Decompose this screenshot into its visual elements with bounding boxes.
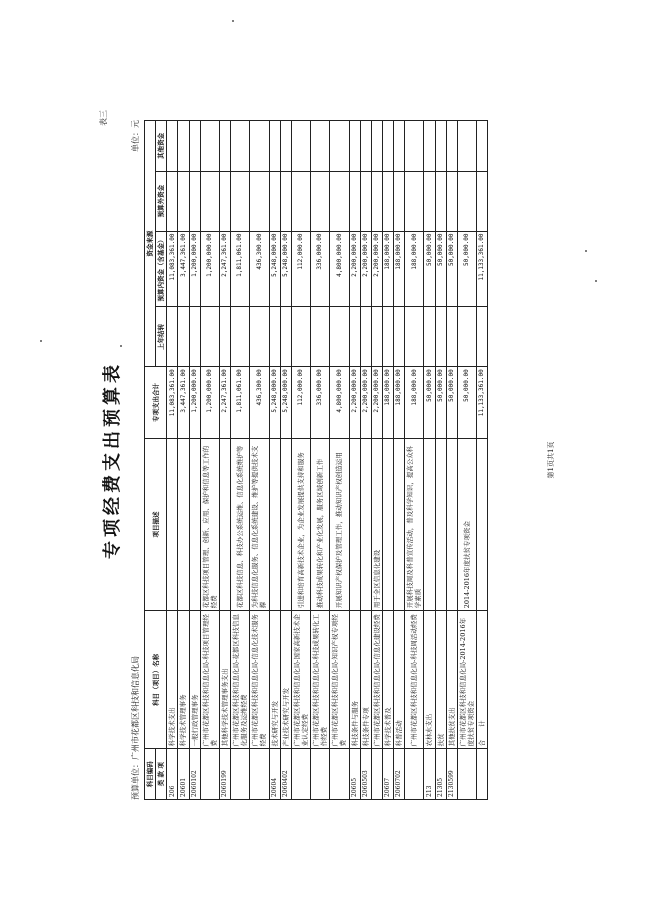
table-row	[394, 121, 405, 800]
row-desc: 开展科技周及科普宣传活动，普及科学知识，提高公众科学素质	[405, 438, 424, 611]
row-code: 2060402	[280, 749, 291, 800]
row-total: 50,000.00	[446, 367, 457, 438]
row-total: 1,811,061.00	[231, 367, 250, 438]
row-code: 20605	[349, 749, 360, 800]
row-total: 336,000.00	[311, 367, 330, 438]
unit-label: 预算单位：广州市花都区科技和信息化局	[131, 656, 140, 800]
row-total: 2,200,000.00	[371, 367, 382, 438]
row-desc	[167, 438, 178, 611]
row-name: 广州市花都区科技和信息化局-花都区科技信息化服务及运维经费	[231, 611, 250, 749]
row-code: 2060702	[394, 749, 405, 800]
row-budget-in: 188,000.00	[382, 231, 393, 307]
row-budget-out	[477, 171, 488, 231]
row-code	[250, 749, 269, 800]
row-carryover	[435, 307, 446, 367]
row-budget-out	[189, 171, 200, 231]
row-carryover	[477, 307, 488, 367]
row-code	[405, 749, 424, 800]
table-row	[457, 121, 476, 800]
row-other	[250, 121, 269, 172]
scan-speck	[120, 345, 122, 347]
row-budget-in: 1,200,000.00	[189, 231, 200, 307]
row-budget-out	[382, 171, 393, 231]
table-row	[189, 121, 200, 800]
row-desc: 用于全区信息化建设	[371, 438, 382, 611]
row-carryover	[219, 307, 230, 367]
row-budget-out	[424, 171, 435, 231]
row-budget-in: 11,133,361.00	[477, 231, 488, 307]
row-other	[435, 121, 446, 172]
row-carryover	[382, 307, 393, 367]
row-carryover	[231, 307, 250, 367]
row-total: 50,000.00	[435, 367, 446, 438]
row-desc	[477, 438, 488, 611]
row-desc	[394, 438, 405, 611]
row-budget-out	[178, 171, 189, 231]
row-budget-in: 2,200,000.00	[349, 231, 360, 307]
table-row	[311, 121, 330, 800]
row-budget-in: 1,200,000.00	[200, 231, 219, 307]
row-budget-out	[311, 171, 330, 231]
row-code	[200, 749, 219, 800]
row-other	[291, 121, 310, 172]
row-code	[311, 749, 330, 800]
row-name: 广州市花都区科技和信息化局-知识产权专项经费	[330, 611, 349, 749]
table-row	[250, 121, 269, 800]
table-row	[405, 121, 424, 800]
row-carryover	[360, 307, 371, 367]
row-budget-out	[219, 171, 230, 231]
table-row	[200, 121, 219, 800]
scan-speck	[232, 20, 234, 22]
header-total: 专项支出合计	[145, 367, 167, 438]
row-other	[477, 121, 488, 172]
row-budget-in: 2,247,361.00	[219, 231, 230, 307]
table-row	[424, 121, 435, 800]
row-code	[457, 749, 476, 800]
table-row	[477, 121, 488, 800]
row-other	[349, 121, 360, 172]
row-code: 2130599	[446, 749, 457, 800]
row-name: 广州市花都区科技和信息化局-科技项目管理经费	[200, 611, 219, 749]
row-total: 2,247,361.00	[219, 367, 230, 438]
row-name: 产业技术研究与开发	[280, 611, 291, 749]
row-desc: 开展知识产权保护及管理工作，推动知识产权创造运用	[330, 438, 349, 611]
row-carryover	[167, 307, 178, 367]
row-budget-out	[200, 171, 219, 231]
header-other: 其他资金	[156, 121, 167, 172]
table-row	[291, 121, 310, 800]
row-budget-in: 50,000.00	[446, 231, 457, 307]
scan-speck	[40, 340, 42, 342]
row-carryover	[178, 307, 189, 367]
row-other	[178, 121, 189, 172]
row-total: 2,200,000.00	[360, 367, 371, 438]
row-budget-out	[250, 171, 269, 231]
row-carryover	[394, 307, 405, 367]
header-name: 科目（项目）名称	[145, 611, 167, 749]
row-budget-out	[457, 171, 476, 231]
row-name: 科普活动	[394, 611, 405, 749]
row-budget-out	[291, 171, 310, 231]
row-budget-out	[280, 171, 291, 231]
row-other	[405, 121, 424, 172]
header-lei: 款	[157, 770, 166, 778]
table-row	[219, 121, 230, 800]
row-total: 188,000.00	[382, 367, 393, 438]
row-budget-out	[394, 171, 405, 231]
row-budget-in: 336,000.00	[311, 231, 330, 307]
row-name: 其他科学技术管理事务支出	[219, 611, 230, 749]
row-code: 20604	[269, 749, 280, 800]
row-other	[280, 121, 291, 172]
row-other	[457, 121, 476, 172]
header-code-group: 科目编码	[145, 749, 156, 800]
row-carryover	[311, 307, 330, 367]
row-code: 2060102	[189, 749, 200, 800]
header-xiang: 项	[157, 762, 166, 769]
row-name: 技术研究与开发	[269, 611, 280, 749]
row-desc: 花都区科技项目管理、创新、应用、保护和信息等工作的经费	[200, 438, 219, 611]
row-total: 1,200,000.00	[200, 367, 219, 438]
row-other	[330, 121, 349, 172]
row-desc	[178, 438, 189, 611]
row-name: 科学技术支出	[167, 611, 178, 749]
table-row	[330, 121, 349, 800]
row-budget-in: 2,200,000.00	[371, 231, 382, 307]
row-budget-in: 11,083,361.00	[167, 231, 178, 307]
row-name: 科学技术普及	[382, 611, 393, 749]
row-desc: 为科技信息化服务、信息化系统建设、维护等提供技术支撑	[250, 438, 269, 611]
row-total: 2,200,000.00	[349, 367, 360, 438]
table-row	[446, 121, 457, 800]
page-footer: 第1页共1页	[547, 441, 555, 479]
row-desc: 引进和培育高新技术企业，为企业发展提供支持和服务	[291, 438, 310, 611]
row-desc	[360, 438, 371, 611]
row-budget-out	[435, 171, 446, 231]
row-budget-in: 50,000.00	[457, 231, 476, 307]
header-code-parts	[156, 749, 167, 800]
row-budget-in: 4,800,000.00	[330, 231, 349, 307]
currency-label: 单位：元	[131, 120, 140, 152]
row-name: 广州市花都区科技和信息化局-信息化建设经费	[371, 611, 382, 749]
scan-speck	[585, 250, 587, 252]
row-budget-in: 50,000.00	[424, 231, 435, 307]
row-code: 206	[167, 749, 178, 800]
row-total: 11,083,361.00	[167, 367, 178, 438]
row-other	[371, 121, 382, 172]
row-other	[360, 121, 371, 172]
row-budget-out	[330, 171, 349, 231]
row-name: 科技条件专项	[360, 611, 371, 749]
row-carryover	[405, 307, 424, 367]
budget-sheet	[90, 80, 560, 840]
row-desc	[189, 438, 200, 611]
table-row	[349, 121, 360, 800]
row-code: 2060199	[219, 749, 230, 800]
row-code: 213	[424, 749, 435, 800]
table-row	[371, 121, 382, 800]
row-budget-in: 50,000.00	[435, 231, 446, 307]
row-budget-in: 112,000.00	[291, 231, 310, 307]
row-code	[477, 749, 488, 800]
row-total: 11,133,361.00	[477, 367, 488, 438]
row-total: 3,447,361.00	[178, 367, 189, 438]
row-budget-in: 5,248,000.00	[269, 231, 280, 307]
row-budget-out	[349, 171, 360, 231]
row-name: 农林水支出	[424, 611, 435, 749]
row-total: 5,248,000.00	[269, 367, 280, 438]
header-desc: 项目描述	[145, 438, 167, 611]
row-code	[330, 749, 349, 800]
row-carryover	[189, 307, 200, 367]
row-total: 1,200,000.00	[189, 367, 200, 438]
row-total: 188,000.00	[394, 367, 405, 438]
row-other	[382, 121, 393, 172]
row-budget-in: 3,447,361.00	[178, 231, 189, 307]
row-code	[371, 749, 382, 800]
row-budget-in: 436,300.00	[250, 231, 269, 307]
header-carryover: 上年结转	[156, 307, 167, 367]
row-other	[189, 121, 200, 172]
row-desc	[219, 438, 230, 611]
row-desc	[349, 438, 360, 611]
row-total: 50,000.00	[457, 367, 476, 438]
budget-table	[144, 120, 488, 800]
row-other	[167, 121, 178, 172]
header-kuan: 类	[157, 779, 166, 787]
row-carryover	[424, 307, 435, 367]
row-name: 广州市花都区科技和信息化局-科技周活动经费	[405, 611, 424, 749]
row-budget-in: 188,000.00	[394, 231, 405, 307]
row-name: 科技条件与服务	[349, 611, 360, 749]
table-row	[231, 121, 250, 800]
row-desc: 推动科技成果转化和产业化发展，服务区域创新工作	[311, 438, 330, 611]
row-budget-out	[269, 171, 280, 231]
row-total: 4,800,000.00	[330, 367, 349, 438]
row-desc: 2014-2016年度扶贫专项资金	[457, 438, 476, 611]
row-other	[269, 121, 280, 172]
row-carryover	[330, 307, 349, 367]
row-other	[394, 121, 405, 172]
row-code: 20607	[382, 749, 393, 800]
row-total: 436,300.00	[250, 367, 269, 438]
row-other	[311, 121, 330, 172]
header-funding-group: 资金来源	[145, 121, 156, 367]
row-desc	[382, 438, 393, 611]
row-total: 50,000.00	[424, 367, 435, 438]
row-name: 广州市花都区科技和信息化局-国家高新技术企业认定经费	[291, 611, 310, 749]
page-title: 专项经费支出预算表	[102, 361, 123, 559]
table-row	[360, 121, 371, 800]
table-row	[280, 121, 291, 800]
row-total: 188,000.00	[405, 367, 424, 438]
row-other	[231, 121, 250, 172]
row-name: 广州市花都区科技和信息化局-科技成果转化工作经费	[311, 611, 330, 749]
row-carryover	[200, 307, 219, 367]
row-code	[231, 749, 250, 800]
row-budget-in: 188,000.00	[405, 231, 424, 307]
row-name: 扶贫	[435, 611, 446, 749]
table-row	[435, 121, 446, 800]
row-budget-in: 1,811,061.00	[231, 231, 250, 307]
row-other	[446, 121, 457, 172]
row-carryover	[371, 307, 382, 367]
row-budget-out	[231, 171, 250, 231]
row-budget-out	[371, 171, 382, 231]
row-carryover	[250, 307, 269, 367]
row-carryover	[280, 307, 291, 367]
scan-speck	[595, 280, 597, 282]
row-total: 5,248,000.00	[280, 367, 291, 438]
row-desc: 花都区科技信息、科技办公系统运维、信息化系统维护等	[231, 438, 250, 611]
row-code: 21305	[435, 749, 446, 800]
row-name: 一般行政管理事务	[189, 611, 200, 749]
row-budget-out	[360, 171, 371, 231]
table-row	[382, 121, 393, 800]
row-code	[291, 749, 310, 800]
row-other	[424, 121, 435, 172]
row-total: 112,000.00	[291, 367, 310, 438]
table-row	[178, 121, 189, 800]
row-budget-out	[405, 171, 424, 231]
row-desc	[269, 438, 280, 611]
row-name: 科学技术管理事务	[178, 611, 189, 749]
row-budget-in: 5,248,000.00	[280, 231, 291, 307]
row-budget-out	[446, 171, 457, 231]
row-other	[200, 121, 219, 172]
table-body	[167, 121, 488, 800]
row-carryover	[269, 307, 280, 367]
row-name: 广州市花都区科技和信息化局-2014-2016年度扶贫专项资金	[457, 611, 476, 749]
row-name: 合 计	[477, 611, 488, 749]
row-desc	[435, 438, 446, 611]
row-budget-in: 2,200,000.00	[360, 231, 371, 307]
row-name: 广州市花都区科技和信息化局-信息化技术服务经费	[250, 611, 269, 749]
header-budget-out: 预算外资金	[156, 171, 167, 231]
row-carryover	[291, 307, 310, 367]
table-row	[167, 121, 178, 800]
row-other	[219, 121, 230, 172]
table-number: 表三	[99, 110, 108, 126]
table-row	[269, 121, 280, 800]
row-desc	[424, 438, 435, 611]
row-name: 其他扶贫支出	[446, 611, 457, 749]
row-budget-out	[167, 171, 178, 231]
row-carryover	[446, 307, 457, 367]
row-desc	[280, 438, 291, 611]
row-desc	[446, 438, 457, 611]
header-budget-in: 预算内资金（含基金）	[156, 231, 167, 307]
row-code: 2060503	[360, 749, 371, 800]
row-carryover	[349, 307, 360, 367]
row-code: 20601	[178, 749, 189, 800]
row-carryover	[457, 307, 476, 367]
